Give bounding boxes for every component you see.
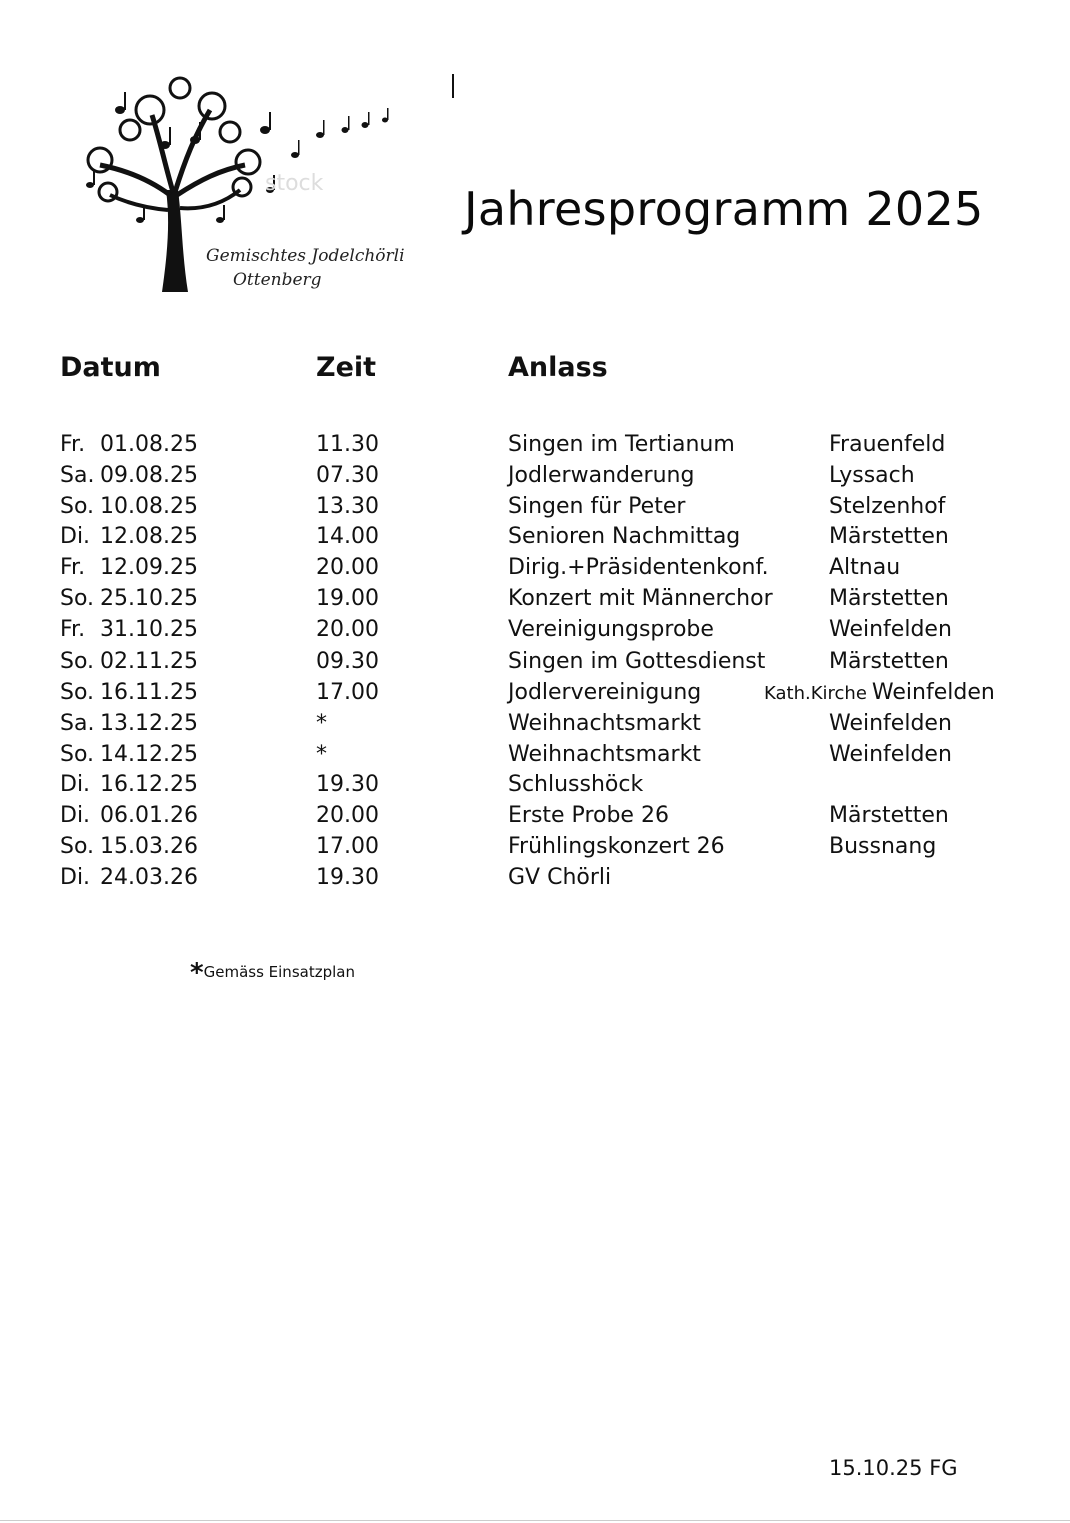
row-time: 17.00 (316, 680, 379, 705)
row-weekday: Di. (60, 524, 91, 549)
row-place-value: Märstetten (829, 803, 949, 828)
row-date-value: 10.08.25 (100, 494, 198, 519)
table-row (0, 832, 1070, 862)
footnote (190, 958, 355, 988)
row-date-value: 31.10.25 (100, 617, 198, 642)
table-row (0, 615, 1070, 645)
row-weekday: So. (60, 494, 95, 519)
row-date-value: 13.12.25 (100, 711, 198, 736)
row-weekday: Sa. (60, 463, 95, 488)
header-date: Datum (60, 352, 161, 383)
row-time: 13.30 (316, 494, 379, 519)
logo-line2: Ottenberg (233, 270, 322, 290)
row-date-value: 12.09.25 (100, 555, 198, 580)
row-date-value: 15.03.26 (100, 834, 198, 859)
row-date (60, 740, 198, 770)
row-weekday: So. (60, 586, 95, 611)
row-date-value: 12.08.25 (100, 524, 198, 549)
svg-text:stock: stock (265, 171, 324, 196)
row-place-value: Märstetten (829, 524, 949, 549)
table-row (0, 863, 1070, 893)
row-weekday: So. (60, 834, 95, 859)
row-event: Senioren Nachmittag (508, 524, 741, 549)
row-place-value: Frauenfeld (829, 432, 946, 457)
row-weekday: Di. (60, 772, 91, 797)
row-weekday: So. (60, 649, 95, 674)
row-event: Dirig.+Präsidentenkonf. (508, 555, 769, 580)
table-row (0, 801, 1070, 831)
row-weekday: So. (60, 680, 95, 705)
row-place-value: Stelzenhof (829, 494, 946, 519)
row-date (60, 461, 198, 491)
row-place (829, 647, 949, 677)
row-time: 07.30 (316, 463, 379, 488)
row-place (829, 492, 945, 522)
row-time: 17.00 (316, 834, 379, 859)
row-place-value: Weinfelden (829, 742, 952, 767)
row-time: 11.30 (316, 432, 379, 457)
row-event: GV Chörli (508, 865, 612, 890)
row-event: Weihnachtsmarkt (508, 711, 701, 736)
row-date-value: 09.08.25 (100, 463, 198, 488)
row-place-value: Bussnang (829, 834, 937, 859)
row-date (60, 584, 198, 614)
row-time: 14.00 (316, 524, 379, 549)
row-place (829, 832, 936, 862)
page-bottom-edge (0, 1520, 1070, 1521)
row-date (60, 709, 198, 739)
row-place-value: Lyssach (829, 463, 915, 488)
row-time: 20.00 (316, 555, 379, 580)
row-event: Jodlerwanderung (508, 463, 695, 488)
row-weekday: Fr. (60, 432, 86, 457)
row-place (829, 553, 900, 583)
row-event: Konzert mit Männerchor (508, 586, 773, 611)
row-place-value: Märstetten (829, 586, 949, 611)
row-event: Schlusshöck (508, 772, 644, 797)
row-date (60, 615, 198, 645)
row-date-value: 25.10.25 (100, 586, 198, 611)
table-row (0, 553, 1070, 583)
row-time: * (316, 711, 327, 736)
row-place-value: Weinfelden (829, 617, 952, 642)
row-time: 09.30 (316, 649, 379, 674)
row-date (60, 430, 198, 460)
row-place-value: Weinfelden (829, 711, 952, 736)
row-event: Vereinigungsprobe (508, 617, 714, 642)
footnote-symbol: * (190, 958, 204, 988)
row-time: 20.00 (316, 803, 379, 828)
row-date-value: 24.03.26 (100, 865, 198, 890)
row-date-value: 02.11.25 (100, 649, 198, 674)
row-weekday: Di. (60, 865, 91, 890)
row-date (60, 492, 198, 522)
row-weekday: So. (60, 742, 95, 767)
table-row (0, 461, 1070, 491)
row-date (60, 647, 198, 677)
row-place-value: Märstetten (829, 649, 949, 674)
date-stamp: 15.10.25 FG (829, 1456, 958, 1480)
row-place-value: Altnau (829, 555, 901, 580)
row-date-value: 16.12.25 (100, 772, 198, 797)
page-title: Jahresprogramm 2025 (464, 182, 984, 236)
row-date-value: 16.11.25 (100, 680, 198, 705)
row-place-detail: Kath.Kirche (764, 683, 867, 704)
row-date (60, 863, 198, 893)
row-place (829, 461, 915, 491)
row-event: Erste Probe 26 (508, 803, 669, 828)
header-event: Anlass (508, 352, 608, 383)
table-row (0, 740, 1070, 770)
row-event: Singen im Tertianum (508, 432, 735, 457)
header-time: Zeit (316, 352, 377, 383)
row-date (60, 832, 198, 862)
table-row (0, 430, 1070, 460)
row-time: * (316, 742, 327, 767)
table-row (0, 492, 1070, 522)
row-date-value: 01.08.25 (100, 432, 198, 457)
row-event: Weihnachtsmarkt (508, 742, 701, 767)
row-event: Singen für Peter (508, 494, 686, 519)
row-weekday: Di. (60, 803, 91, 828)
row-time: 19.30 (316, 865, 379, 890)
row-place (829, 801, 949, 831)
table-row (0, 678, 1070, 708)
row-date (60, 801, 198, 831)
logo-line1: Gemischtes Jodelchörli (206, 246, 405, 266)
row-date (60, 553, 198, 583)
row-place-value: Weinfelden (871, 680, 995, 705)
row-time: 19.30 (316, 772, 379, 797)
row-weekday: Sa. (60, 711, 95, 736)
row-time: 19.00 (316, 586, 379, 611)
row-date-value: 14.12.25 (100, 742, 198, 767)
row-place (764, 678, 995, 709)
table-row (0, 522, 1070, 552)
row-place (829, 430, 945, 460)
row-place (829, 584, 949, 614)
row-place (829, 615, 952, 645)
row-date (60, 770, 198, 800)
row-date (60, 522, 198, 552)
row-place (829, 709, 952, 739)
table-row (0, 770, 1070, 800)
footnote-text: Gemäss Einsatzplan (203, 963, 355, 981)
table-row (0, 584, 1070, 614)
row-weekday: Fr. (60, 555, 86, 580)
choir-logo (70, 70, 410, 300)
row-event: Singen im Gottesdienst (508, 649, 766, 674)
row-place (829, 522, 949, 552)
text-cursor (452, 74, 454, 98)
row-weekday: Fr. (60, 617, 86, 642)
row-date-value: 06.01.26 (100, 803, 198, 828)
row-place (829, 740, 952, 770)
table-row (0, 647, 1070, 677)
row-event: Frühlingskonzert 26 (508, 834, 725, 859)
row-time: 20.00 (316, 617, 379, 642)
row-event: Jodlervereinigung (508, 680, 702, 705)
table-row (0, 709, 1070, 739)
row-date (60, 678, 198, 708)
